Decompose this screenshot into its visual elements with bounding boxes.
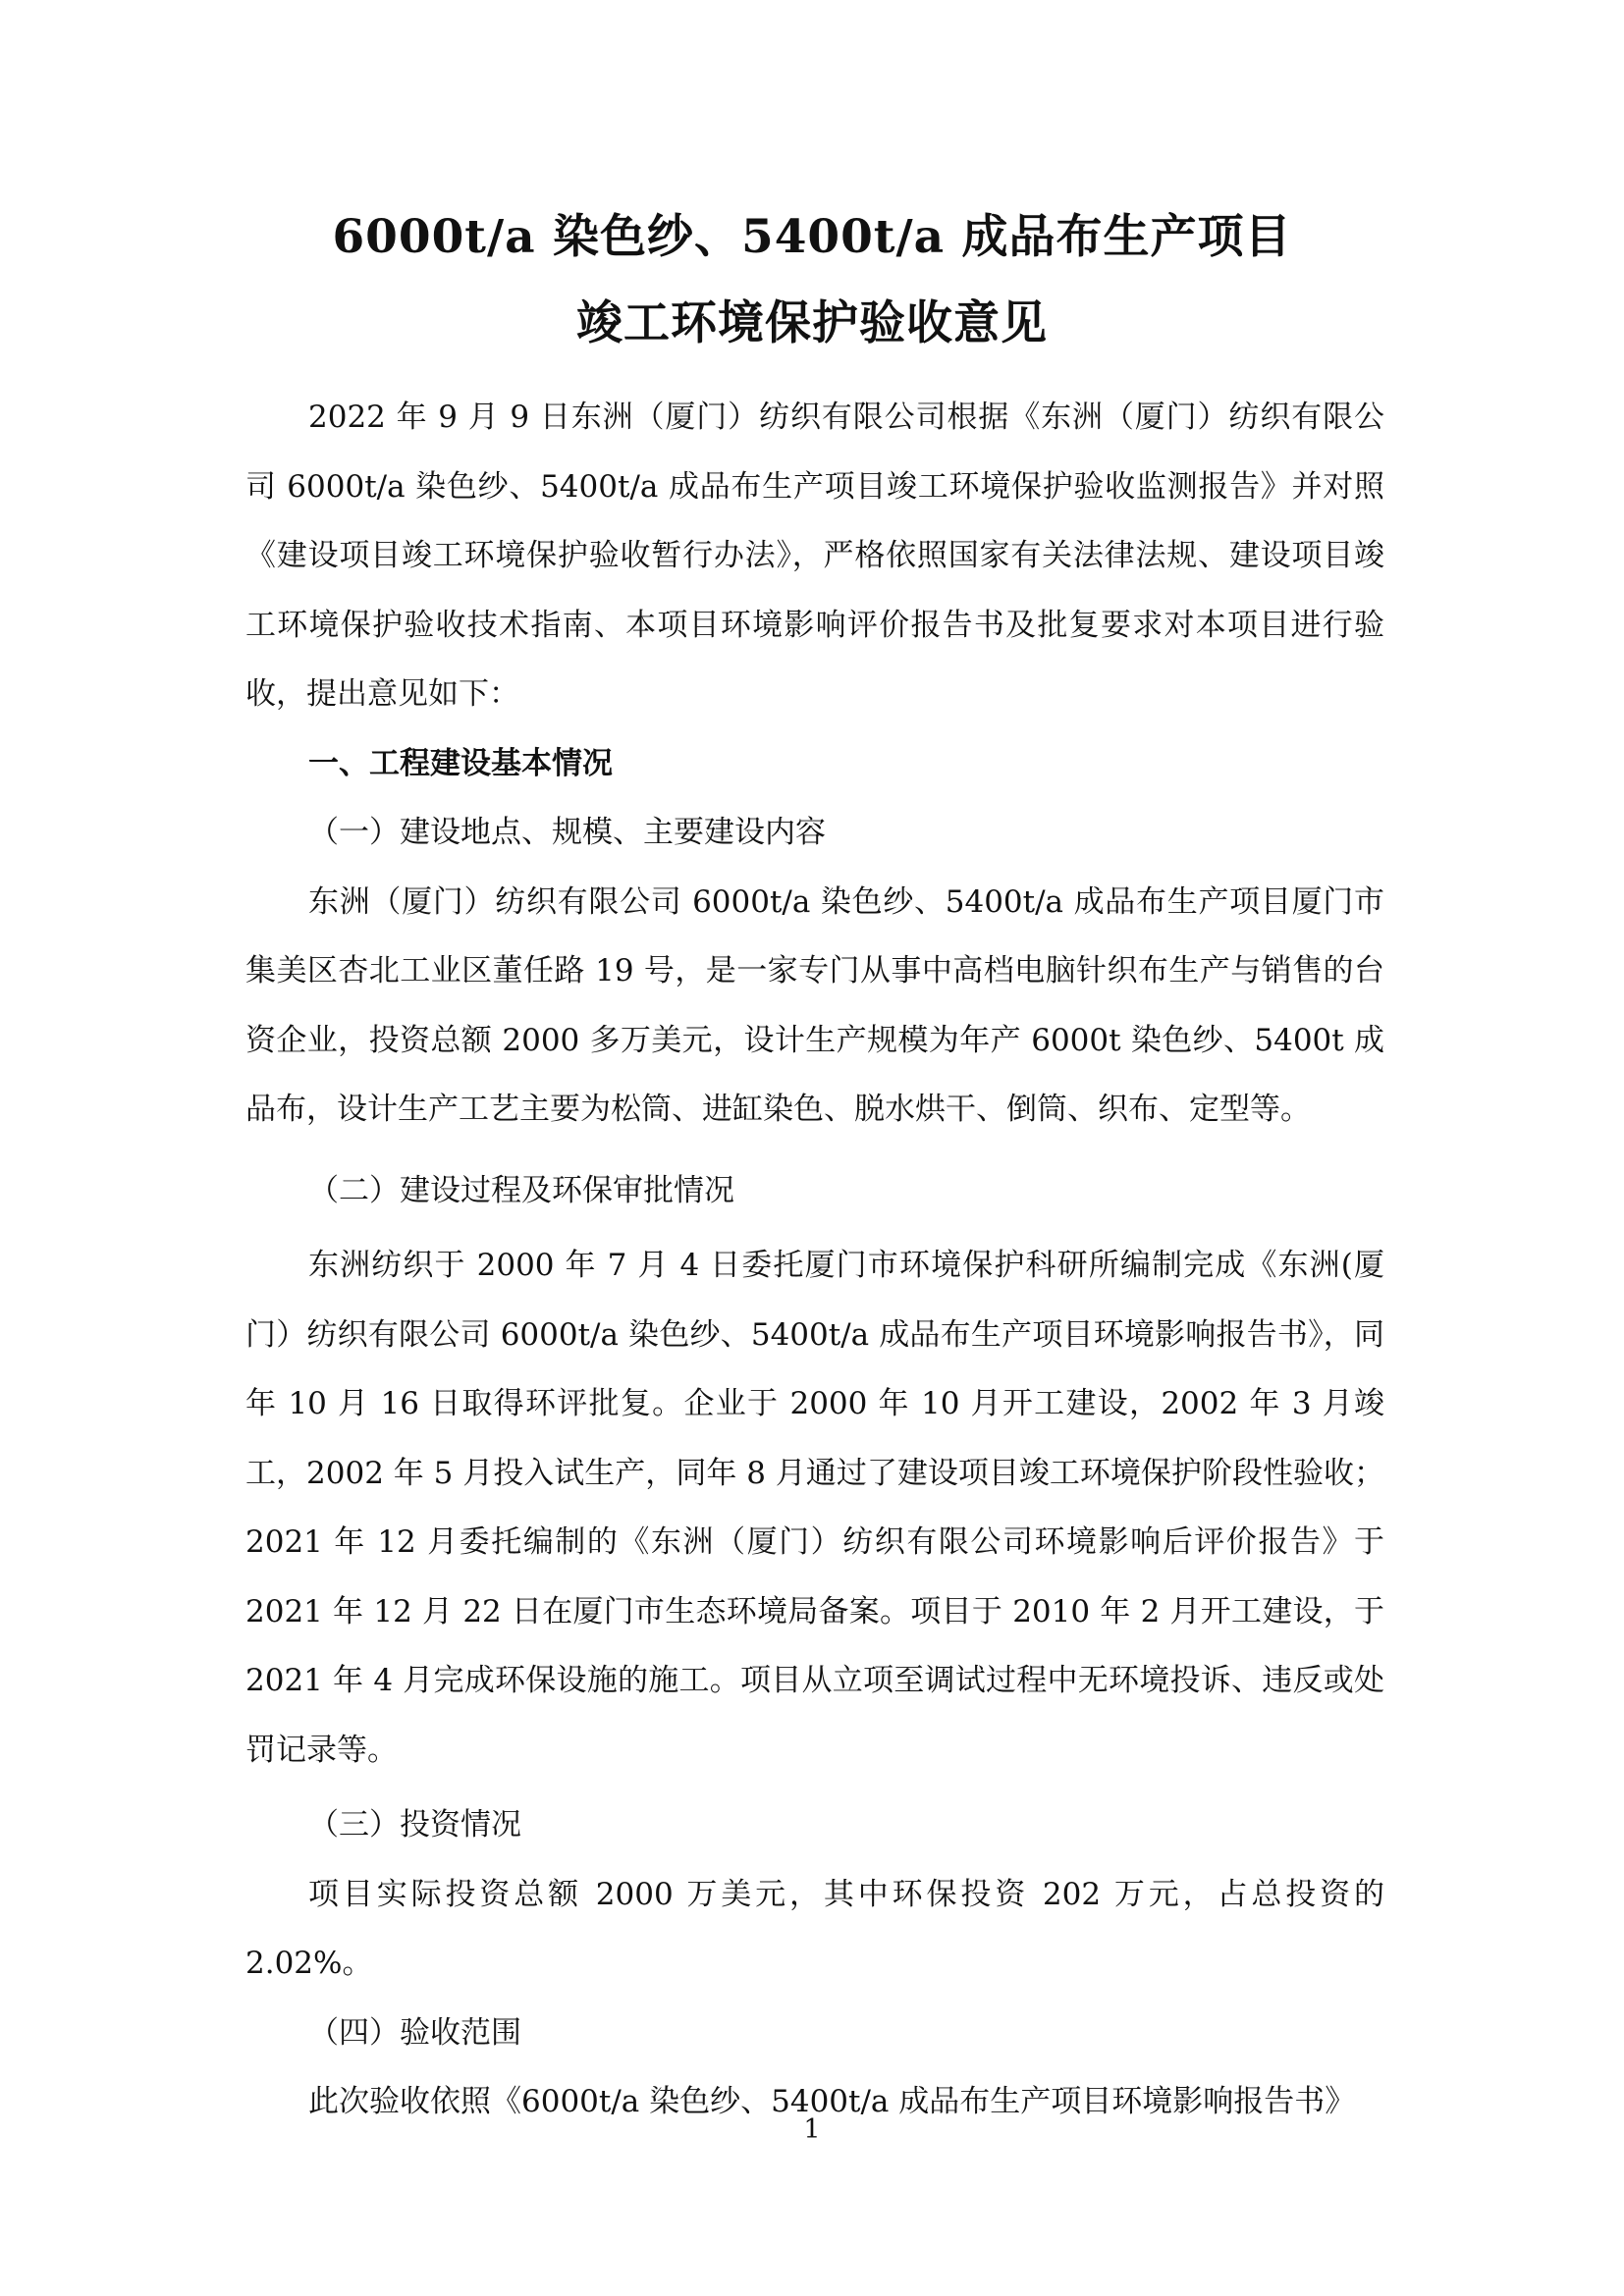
document-title-line-2: 竣工环境保护验收意见: [576, 296, 1048, 350]
subsection-body-1: 东洲（厦门）纺织有限公司 6000t/a 染色纱、5400t/a 成品布生产项目厦门市集美区杏北工业区董任路 19 号，是一家专门从事中高档电脑针织布生产与销售的台资企业，投资总额 2000 多万美元，设计生产规模为年产 6000t 染色纱、5400t 成品布，设计生产工艺主要为松筒、进缸染色、脱水烘干、倒筒、织布、定型等。: [245, 883, 1384, 1127]
document-body: [245, 383, 1384, 2137]
section-heading-1: 一、工程建设基本情况: [308, 745, 613, 781]
subsection-heading-1: （一）建设地点、规模、主要建设内容: [308, 815, 826, 850]
subsection-heading-3: （三）投资情况: [308, 1807, 521, 1842]
subsection-heading-2: （二）建设过程及环保审批情况: [308, 1172, 734, 1208]
subsection-body-3: 项目实际投资总额 2000 万美元，其中环保投资 202 万元，占总投资的 2.02%。: [245, 1876, 1384, 1981]
subsection-body-2: 东洲纺织于 2000 年 7 月 4 日委托厦门市环境保护科研所编制完成《东洲(厦门）纺织有限公司 6000t/a 染色纱、5400t/a 成品布生产项目环境影响报告书》，同年 10 月 16 日取得环评批复。企业于 2000 年 10 月开工建设，2002 年 3 月竣工，2002 年 5 月投入试生产，同年 8 月通过了建设项目竣工环境保护阶段性验收；2021 年 12 月委托编制的《东洲（厦门）纺织有限公司环境影响后评价报告》于 2021 年 12 月 22 日在厦门市生态环境局备案。项目于 2010 年 2 月开工建设，于 2021 年 4 月完成环保设施的施工。项目从立项至调试过程中无环境投诉、违反或处罚记录等。: [245, 1248, 1384, 1768]
document-title-line-1: 6000t/a 染色纱、5400t/a 成品布生产项目: [332, 210, 1292, 264]
subsection-heading-4: （四）验收范围: [308, 2014, 521, 2051]
intro-paragraph: 2022 年 9 月 9 日东洲（厦门）纺织有限公司根据《东洲（厦门）纺织有限公司 6000t/a 染色纱、5400t/a 成品布生产项目竣工环境保护验收监测报告》并对照《建设项目竣工环境保护验收暂行办法》，严格依照国家有关法律法规、建设项目竣工环境保护验收技术指南、本项目环境影响评价报告书及批复要求对本项目进行验收，提出意见如下：: [245, 400, 1384, 712]
subsection-body-4: 此次验收依照《6000t/a 染色纱、5400t/a 成品布生产项目环境影响报告书》: [308, 2084, 1356, 2119]
page-number: 1: [803, 2114, 821, 2145]
